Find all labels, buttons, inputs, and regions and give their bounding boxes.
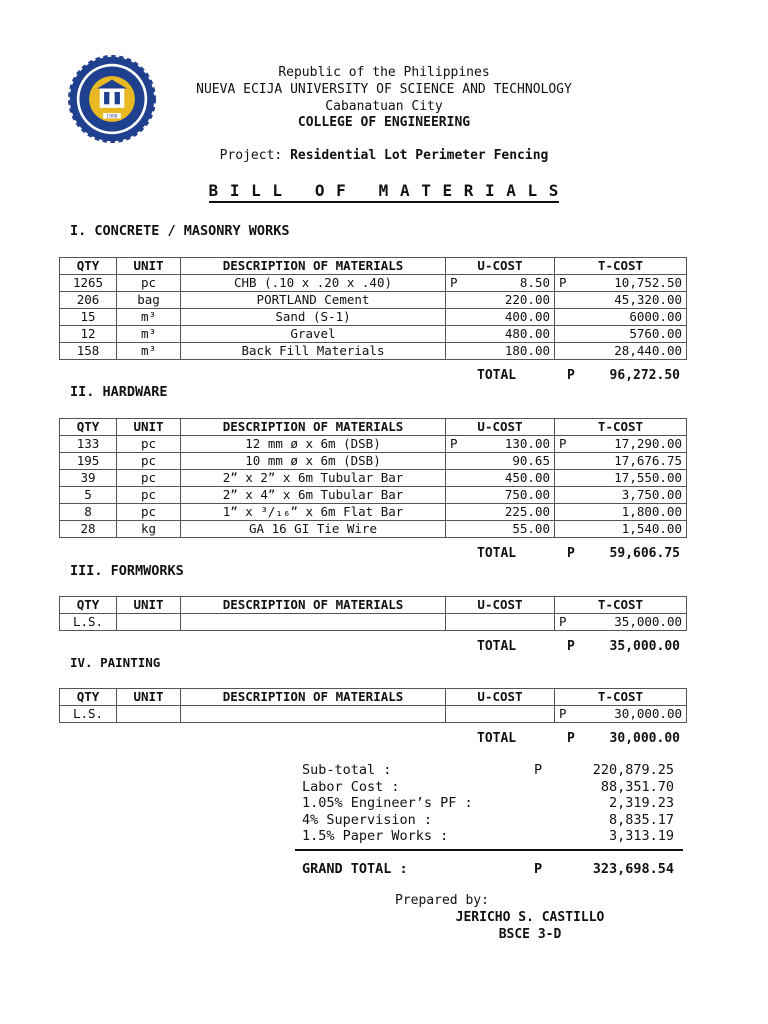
amount: 400.00 <box>504 309 550 324</box>
section-total-value: 59,606.75 <box>609 546 680 561</box>
section-title: I. CONCRETE / MASONRY WORKS <box>70 223 290 239</box>
unit-cost-cell <box>446 436 555 453</box>
grand-total-label: GRAND TOTAL : <box>302 861 408 877</box>
column-header: UNIT <box>117 419 181 436</box>
qty-cell: 15 <box>60 309 117 326</box>
description-cell: 12 mm ø x 6m (DSB) <box>181 436 446 453</box>
amount: 17,550.00 <box>614 470 682 485</box>
column-header: UNIT <box>117 597 181 614</box>
amount: 480.00 <box>504 326 550 341</box>
amount: 3,750.00 <box>621 487 682 502</box>
university-name: NUEVA ECIJA UNIVERSITY OF SCIENCE AND TECHNOLOGY <box>196 82 572 97</box>
column-header: QTY <box>60 419 117 436</box>
prepared-by-label: Prepared by: <box>395 893 489 908</box>
table-row <box>60 487 687 504</box>
description-cell: Gravel <box>181 326 446 343</box>
table-row <box>60 706 687 723</box>
amount: 450.00 <box>504 470 550 485</box>
section-total-label: TOTAL <box>477 546 517 561</box>
description-cell: Back Fill Materials <box>181 343 446 360</box>
currency-symbol: P <box>559 436 567 451</box>
summary-divider <box>295 849 683 851</box>
amount: 1,540.00 <box>621 521 682 536</box>
amount: 28,440.00 <box>614 343 682 358</box>
description-cell: 10 mm ø x 6m (DSB) <box>181 453 446 470</box>
section-total-value: 30,000.00 <box>609 731 680 746</box>
description-cell: 1” x ³/₁₆” x 6m Flat Bar <box>181 504 446 521</box>
table-row <box>60 504 687 521</box>
qty-cell: L.S. <box>60 706 117 723</box>
materials-table <box>59 688 687 723</box>
qty-cell: 133 <box>60 436 117 453</box>
unit-cell: m³ <box>117 343 181 360</box>
logo-year: 1908 <box>106 114 118 120</box>
summary-label: 1.05% Engineer’s PF : <box>302 795 473 811</box>
table-row <box>60 326 687 343</box>
materials-table <box>59 596 687 631</box>
column-header: QTY <box>60 689 117 706</box>
amount: 1,800.00 <box>621 504 682 519</box>
total-cost-cell <box>555 706 687 723</box>
unit-cost-cell <box>446 453 555 470</box>
unit-cost-cell <box>446 706 555 723</box>
preparer-course: BSCE 3-D <box>498 927 562 942</box>
unit-cell: pc <box>117 470 181 487</box>
section-total-currency: P <box>567 368 575 383</box>
grand-total-row <box>302 861 674 877</box>
column-header: QTY <box>60 258 117 275</box>
table-row <box>60 292 687 309</box>
column-header: T-COST <box>555 419 687 436</box>
total-cost-cell <box>555 309 687 326</box>
unit-cost-cell <box>446 309 555 326</box>
table-header-row <box>60 597 687 614</box>
summary-value: 220,879.25 <box>592 762 674 778</box>
amount: 225.00 <box>504 504 550 519</box>
table-row <box>60 453 687 470</box>
total-cost-cell <box>555 487 687 504</box>
summary-row <box>302 828 674 844</box>
unit-cell <box>117 614 181 631</box>
unit-cost-cell <box>446 614 555 631</box>
document-title: B I L L O F M A T E R I A L S <box>209 181 560 203</box>
description-cell <box>181 706 446 723</box>
preparer-name: JERICHO S. CASTILLO <box>455 910 605 925</box>
summary-currency: P <box>534 762 543 778</box>
unit-cost-cell <box>446 275 555 292</box>
republic-line: Republic of the Philippines <box>278 65 490 80</box>
unit-cost-cell <box>446 326 555 343</box>
summary-row <box>302 762 674 778</box>
unit-cost-cell <box>446 504 555 521</box>
unit-cell: pc <box>117 436 181 453</box>
summary-value: 3,313.19 <box>608 828 674 844</box>
unit-cell: pc <box>117 487 181 504</box>
qty-cell: 28 <box>60 521 117 538</box>
unit-cell: pc <box>117 453 181 470</box>
currency-symbol: P <box>450 275 458 290</box>
unit-cell: m³ <box>117 309 181 326</box>
description-cell: GA 16 GI Tie Wire <box>181 521 446 538</box>
table-row <box>60 614 687 631</box>
column-header: U-COST <box>446 597 555 614</box>
amount: 90.65 <box>512 453 550 468</box>
column-header: T-COST <box>555 597 687 614</box>
section-total-label: TOTAL <box>477 368 517 383</box>
unit-cell: m³ <box>117 326 181 343</box>
total-cost-cell <box>555 504 687 521</box>
project-label: Project: <box>219 148 283 163</box>
amount: 8.50 <box>519 275 550 290</box>
amount: 180.00 <box>504 343 550 358</box>
qty-cell: L.S. <box>60 614 117 631</box>
qty-cell: 206 <box>60 292 117 309</box>
amount: 130.00 <box>504 436 550 451</box>
column-header: QTY <box>60 597 117 614</box>
table-row <box>60 343 687 360</box>
currency-symbol: P <box>450 436 458 451</box>
column-header: DESCRIPTION OF MATERIALS <box>181 419 446 436</box>
currency-symbol: P <box>559 614 567 629</box>
amount: 220.00 <box>504 292 550 307</box>
description-cell: CHB (.10 x .20 x .40) <box>181 275 446 292</box>
column-header: DESCRIPTION OF MATERIALS <box>181 689 446 706</box>
unit-cell: bag <box>117 292 181 309</box>
description-cell: 2” x 4” x 6m Tubular Bar <box>181 487 446 504</box>
section-total-currency: P <box>567 731 575 746</box>
unit-cost-cell <box>446 470 555 487</box>
grand-total-currency: P <box>534 861 543 877</box>
section-total-label: TOTAL <box>477 639 517 654</box>
total-cost-cell <box>555 326 687 343</box>
table-row <box>60 309 687 326</box>
unit-cost-cell <box>446 292 555 309</box>
section-title: III. FORMWORKS <box>70 563 184 579</box>
summary-value: 88,351.70 <box>600 778 674 795</box>
unit-cell: pc <box>117 275 181 292</box>
materials-table <box>59 257 687 360</box>
table-header-row <box>60 258 687 275</box>
total-cost-cell <box>555 453 687 470</box>
qty-cell: 5 <box>60 487 117 504</box>
summary-row <box>302 812 674 828</box>
grand-total-value: 323,698.54 <box>592 861 674 877</box>
project-name: Residential Lot Perimeter Fencing <box>290 148 549 163</box>
column-header: T-COST <box>555 258 687 275</box>
city-line: Cabanatuan City <box>325 99 443 114</box>
summary-label: 1.5% Paper Works : <box>302 828 449 844</box>
amount: 750.00 <box>504 487 550 502</box>
total-cost-cell <box>555 436 687 453</box>
column-header: U-COST <box>446 258 555 275</box>
amount: 5760.00 <box>629 326 682 341</box>
college-name: COLLEGE OF ENGINEERING <box>297 115 471 130</box>
currency-symbol: P <box>559 706 567 721</box>
summary-row <box>302 779 674 795</box>
total-cost-cell <box>555 614 687 631</box>
qty-cell: 12 <box>60 326 117 343</box>
total-cost-cell <box>555 521 687 538</box>
amount: 55.00 <box>512 521 550 536</box>
qty-cell: 39 <box>60 470 117 487</box>
summary-row <box>302 795 674 811</box>
amount: 17,676.75 <box>614 453 682 468</box>
column-header: U-COST <box>446 419 555 436</box>
section-total-value: 35,000.00 <box>609 639 680 654</box>
section-title: IV. PAINTING <box>70 655 161 670</box>
qty-cell: 195 <box>60 453 117 470</box>
qty-cell: 1265 <box>60 275 117 292</box>
summary-label: Sub-total : <box>302 762 392 778</box>
total-cost-cell <box>555 292 687 309</box>
column-header: UNIT <box>117 689 181 706</box>
amount: 30,000.00 <box>614 706 682 721</box>
description-cell: 2” x 2” x 6m Tubular Bar <box>181 470 446 487</box>
amount: 17,290.00 <box>614 436 682 451</box>
unit-cell: pc <box>117 504 181 521</box>
section-total-currency: P <box>567 546 575 561</box>
currency-symbol: P <box>559 275 567 290</box>
amount: 6000.00 <box>629 309 682 324</box>
description-cell: Sand (S-1) <box>181 309 446 326</box>
table-row <box>60 521 687 538</box>
section-total-value: 96,272.50 <box>609 368 680 383</box>
table-header-row <box>60 689 687 706</box>
amount: 35,000.00 <box>614 614 682 629</box>
project-line <box>0 148 768 164</box>
amount: 10,752.50 <box>614 275 682 290</box>
summary-label: 4% Supervision : <box>302 811 433 828</box>
column-header: T-COST <box>555 689 687 706</box>
section-total-currency: P <box>567 639 575 654</box>
column-header: U-COST <box>446 689 555 706</box>
section-title: II. HARDWARE <box>70 384 168 400</box>
column-header: DESCRIPTION OF MATERIALS <box>181 258 446 275</box>
unit-cell: kg <box>117 521 181 538</box>
table-header-row <box>60 419 687 436</box>
table-row <box>60 436 687 453</box>
unit-cost-cell <box>446 521 555 538</box>
summary-label: Labor Cost : <box>302 778 400 795</box>
unit-cell <box>117 706 181 723</box>
amount: 45,320.00 <box>614 292 682 307</box>
summary-value: 8,835.17 <box>608 811 674 828</box>
column-header: UNIT <box>117 258 181 275</box>
unit-cost-cell <box>446 487 555 504</box>
qty-cell: 158 <box>60 343 117 360</box>
summary-value: 2,319.23 <box>608 795 674 811</box>
table-row <box>60 470 687 487</box>
total-cost-cell <box>555 343 687 360</box>
unit-cost-cell <box>446 343 555 360</box>
table-row <box>60 275 687 292</box>
materials-table <box>59 418 687 538</box>
column-header: DESCRIPTION OF MATERIALS <box>181 597 446 614</box>
total-cost-cell <box>555 470 687 487</box>
qty-cell: 8 <box>60 504 117 521</box>
section-total-label: TOTAL <box>477 731 517 746</box>
total-cost-cell <box>555 275 687 292</box>
description-cell: PORTLAND Cement <box>181 292 446 309</box>
description-cell <box>181 614 446 631</box>
